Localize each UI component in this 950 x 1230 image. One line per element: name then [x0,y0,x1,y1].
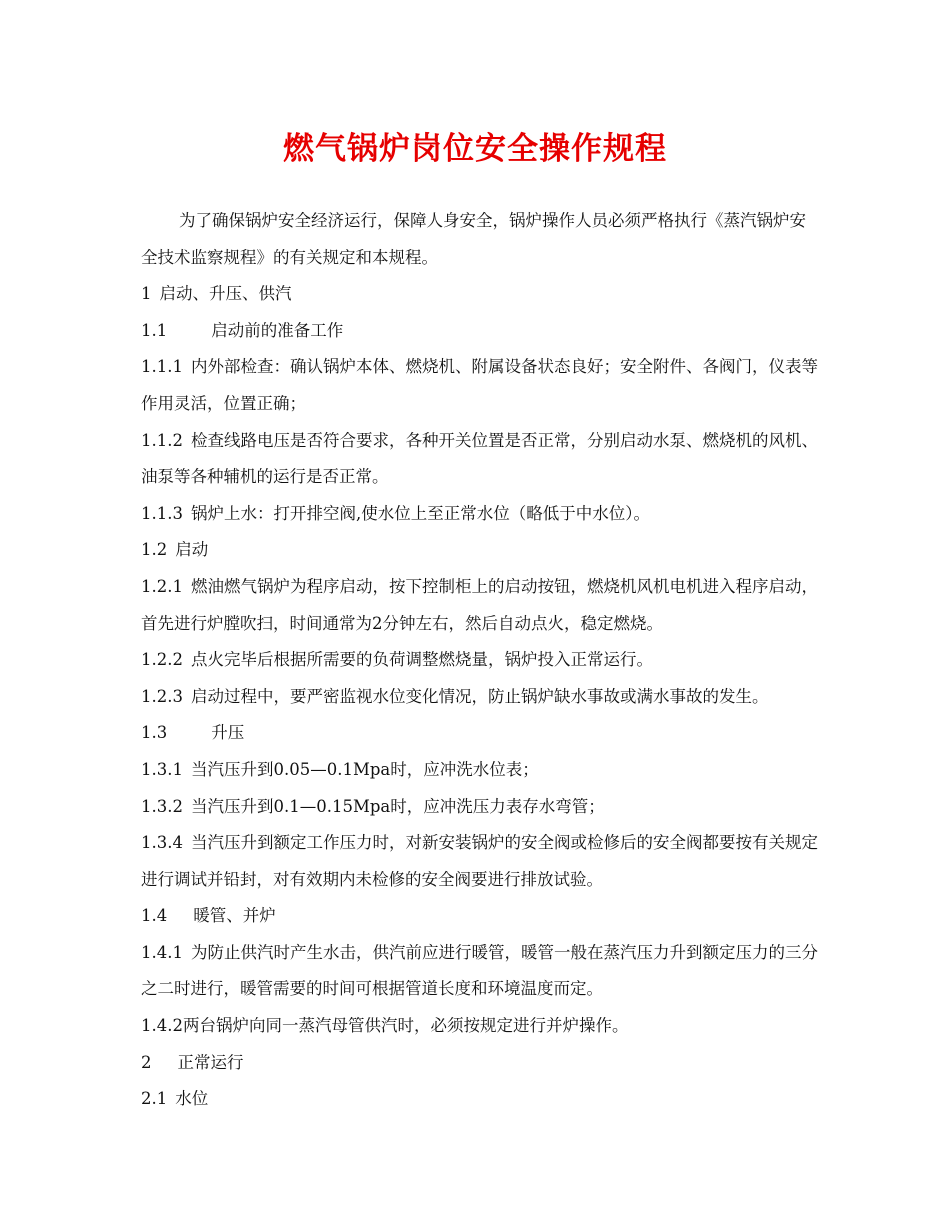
clause-1-1 [141,313,821,350]
clause-number: 1.1.3 [141,503,183,523]
clause-text: 点火完毕后根据所需要的负荷调整燃烧量，锅炉投入正常运行。 [190,650,653,670]
clause-text: 升压 [211,723,245,743]
clause-text: 当汽压升到额定工作压力时，对新安装锅炉的安全阀或检修后的安全阀都要按有关规定进行调试并铅封，对有效期内未检修的安全阀要进行排放试验。 [141,833,818,889]
clause-number: 1.1.2 [141,430,183,450]
clause-number: 2 [141,1052,152,1072]
clause-2-1 [141,1081,821,1118]
clause-text: 启动、升压、供汽 [159,284,292,304]
clause-number: 2.1 [141,1089,168,1109]
clause-2 [141,1045,821,1082]
clause-1-3 [141,715,821,752]
clause-number: 1.3.2 [141,796,183,816]
clause-number: 1.3 [141,723,168,743]
clause-text: 锅炉上水：打开排空阀,使水位上至正常水位（略低于中水位）。 [190,503,650,523]
clause-1-2 [141,532,821,569]
clause-text: 内外部检查：确认锅炉本体、燃烧机、附属设备状态良好；安全附件、各阀门，仪表等作用灵活，位置正确； [141,357,818,413]
clause-1-3-2 [141,789,821,826]
clause-text: 为防止供汽时产生水击，供汽前应进行暖管，暖管一般在蒸汽压力升到额定压力的三分之二时进行，暖管需要的时间可根据管道长度和环境温度而定。 [141,942,818,999]
clause-text: 启动 [175,540,209,560]
clause-number: 1.1 [141,320,168,340]
clause-list [141,276,821,1118]
clause-text: 检查线路电压是否符合要求，各种开关位置是否正常，分别启动水泵、燃烧机的风机、油泵等各种辅机的运行是否正常。 [141,430,818,487]
clause-1-2-3 [141,679,821,716]
clause-number: 1.4.2 [141,1016,183,1036]
clause-text: 水位 [175,1089,209,1109]
clause-number: 1.3.4 [141,833,183,853]
clause-1-1-1 [141,349,821,422]
intro-paragraph: 为了确保锅炉安全经济运行，保障人身安全，锅炉操作人员必须严格执行《蒸汽锅炉安全技术监察规程》的有关规定和本规程。 [141,211,806,267]
clause-1-2-2 [141,642,821,679]
clause-number: 1.2 [141,540,168,560]
clause-1-4 [141,898,821,935]
clause-number: 1.2.3 [141,686,183,706]
clause-1-1-2 [141,423,821,496]
clause-1-1-3 [141,496,821,533]
clause-text: 当汽压升到0.1—0.15Mpa时，应冲洗压力表存水弯管； [190,796,605,816]
clause-1-3-4 [141,825,821,898]
clause-number: 1 [141,284,152,304]
clause-1 [141,276,821,313]
document-body [141,203,821,1118]
clause-number: 1.3.1 [141,759,183,779]
clause-text: 燃油燃气锅炉为程序启动，按下控制柜上的启动按钮，燃烧机风机电机进入程序启动，首先进行炉膛吹扫，时间通常为2分钟左右，然后自动点火，稳定燃烧。 [141,576,818,633]
clause-number: 1.2.2 [141,650,183,670]
clause-text: 正常运行 [177,1052,244,1072]
clause-text: 两台锅炉向同一蒸汽母管供汽时，必须按规定进行并炉操作。 [182,1016,629,1036]
clause-number: 1.1.1 [141,357,183,377]
clause-number: 1.4.1 [141,942,183,962]
clause-number: 1.4 [141,906,168,926]
clause-text: 启动过程中，要严密监视水位变化情况，防止锅炉缺水事故或满水事故的发生。 [190,686,769,706]
clause-text: 暖管、并炉 [193,906,276,926]
clause-text: 当汽压升到0.05—0.1Mpa时，应冲洗水位表； [190,759,539,779]
clause-number: 1.2.1 [141,576,183,596]
clause-1-2-1 [141,569,821,642]
clause-text: 启动前的准备工作 [211,320,344,340]
document-title: 燃气锅炉岗位安全操作规程 [283,131,667,167]
clause-1-4-1 [141,935,821,1008]
clause-1-3-1 [141,752,821,789]
clause-1-4-2 [141,1008,821,1045]
